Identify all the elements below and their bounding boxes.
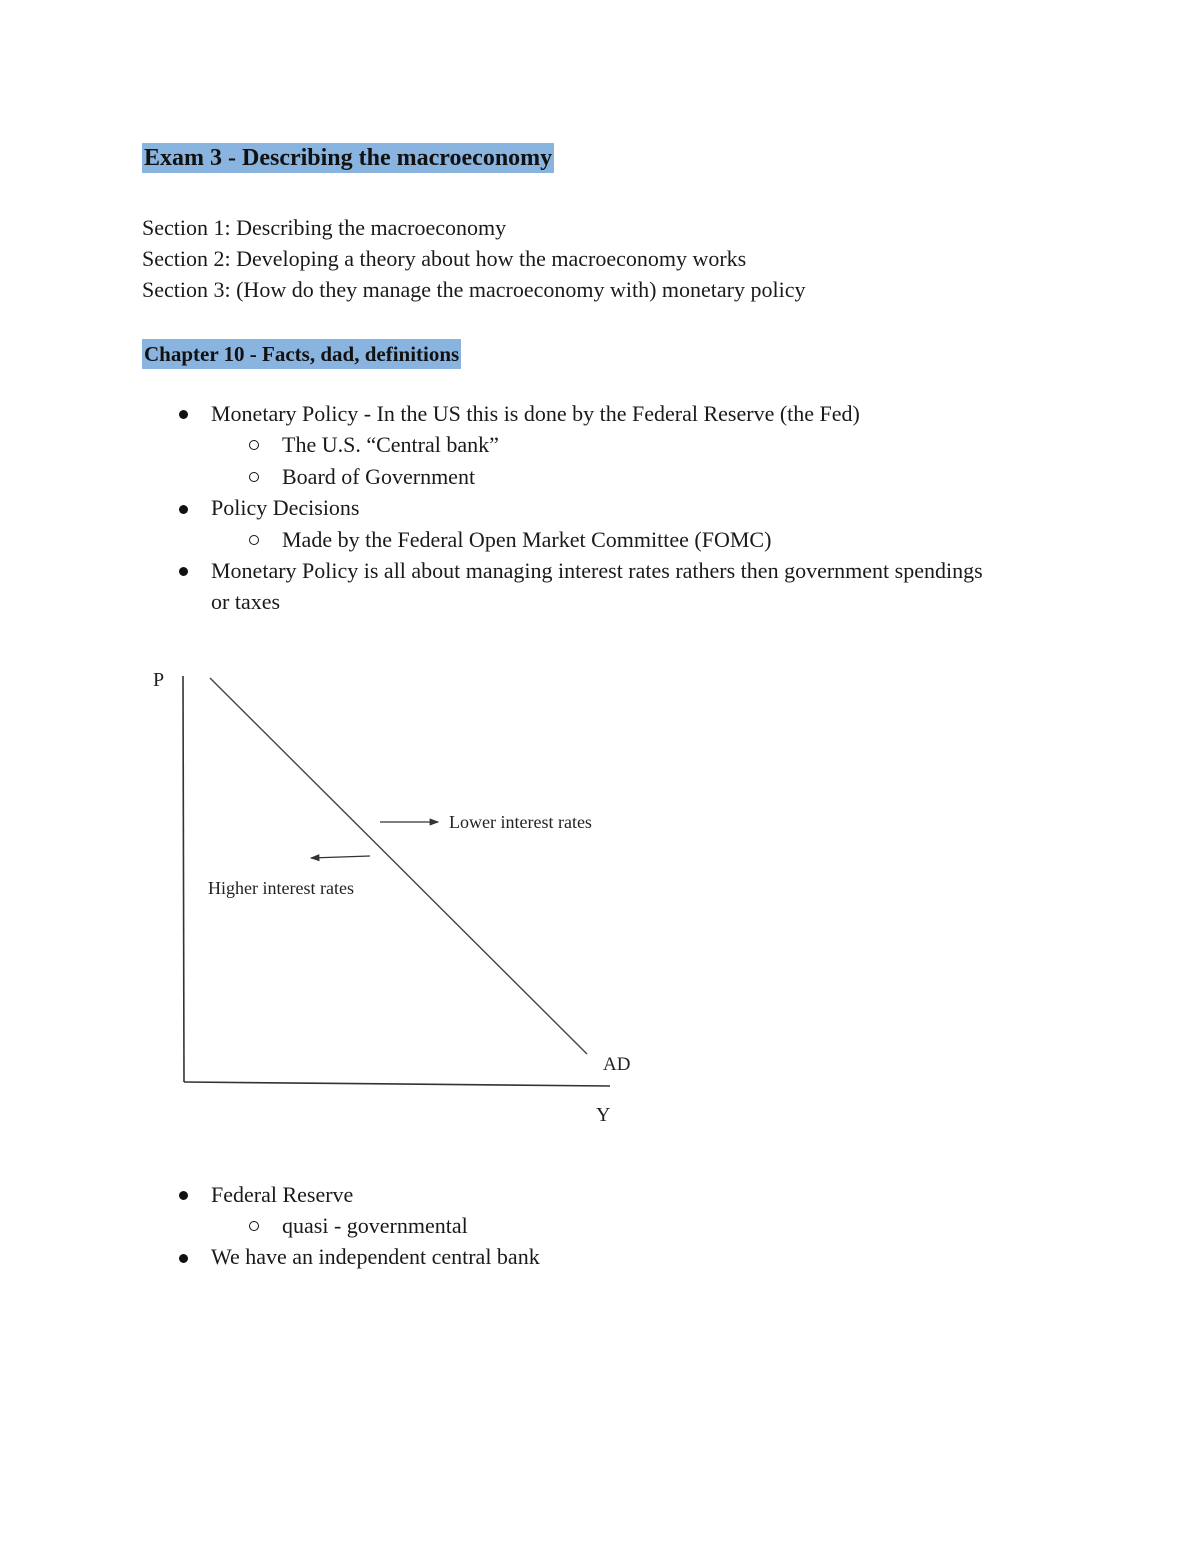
x-axis-label: Y (596, 1104, 611, 1126)
left-arrow-icon (311, 856, 370, 858)
higher-interest-rates-label: Higher interest rates (208, 878, 354, 898)
list-subitem-fomc: Made by the Federal Open Market Committee (FOMC) (282, 527, 772, 552)
aggregate-demand-graph (140, 660, 660, 1130)
x-axis (184, 1082, 610, 1086)
list-subitem-board-of-government: Board of Government (282, 464, 476, 489)
bullet-icon (179, 1191, 188, 1200)
hollow-bullet-icon (249, 472, 259, 482)
list-item-interest-rates-line-1: Monetary Policy is all about managing interest rates rathers then government spendings (211, 558, 983, 583)
y-axis-label: P (153, 669, 165, 691)
y-axis (183, 676, 184, 1082)
bullet-icon (179, 505, 188, 514)
list-item-interest-rates-line-2: or taxes (211, 589, 281, 614)
list-item-independent-central-bank: We have an independent central bank (211, 1244, 540, 1269)
section-line-1: Section 1: Describing the macroeconomy (142, 215, 507, 240)
bullet-icon (179, 567, 188, 576)
hollow-bullet-icon (249, 440, 259, 450)
list-item-federal-reserve: Federal Reserve (211, 1182, 354, 1207)
list-item-policy-decisions: Policy Decisions (211, 495, 360, 520)
ad-curve (210, 678, 587, 1054)
lower-interest-rates-label: Lower interest rates (449, 812, 592, 832)
list-subitem-quasi-governmental: quasi - governmental (282, 1213, 468, 1238)
ad-curve-label: AD (603, 1054, 631, 1075)
list-item-monetary-policy: Monetary Policy - In the US this is done by the Federal Reserve (the Fed) (211, 401, 860, 426)
section-line-3: Section 3: (How do they manage the macroeconomy with) monetary policy (142, 277, 806, 302)
chapter-heading: Chapter 10 - Facts, dad, definitions (142, 339, 461, 369)
bullet-icon (179, 410, 188, 419)
bullet-icon (179, 1254, 188, 1263)
document-title: Exam 3 - Describing the macroeconomy (144, 145, 553, 171)
hollow-bullet-icon (249, 1221, 259, 1231)
hollow-bullet-icon (249, 535, 259, 545)
list-subitem-central-bank: The U.S. “Central bank” (282, 432, 499, 457)
section-line-2: Section 2: Developing a theory about how the macroeconomy works (142, 246, 747, 271)
